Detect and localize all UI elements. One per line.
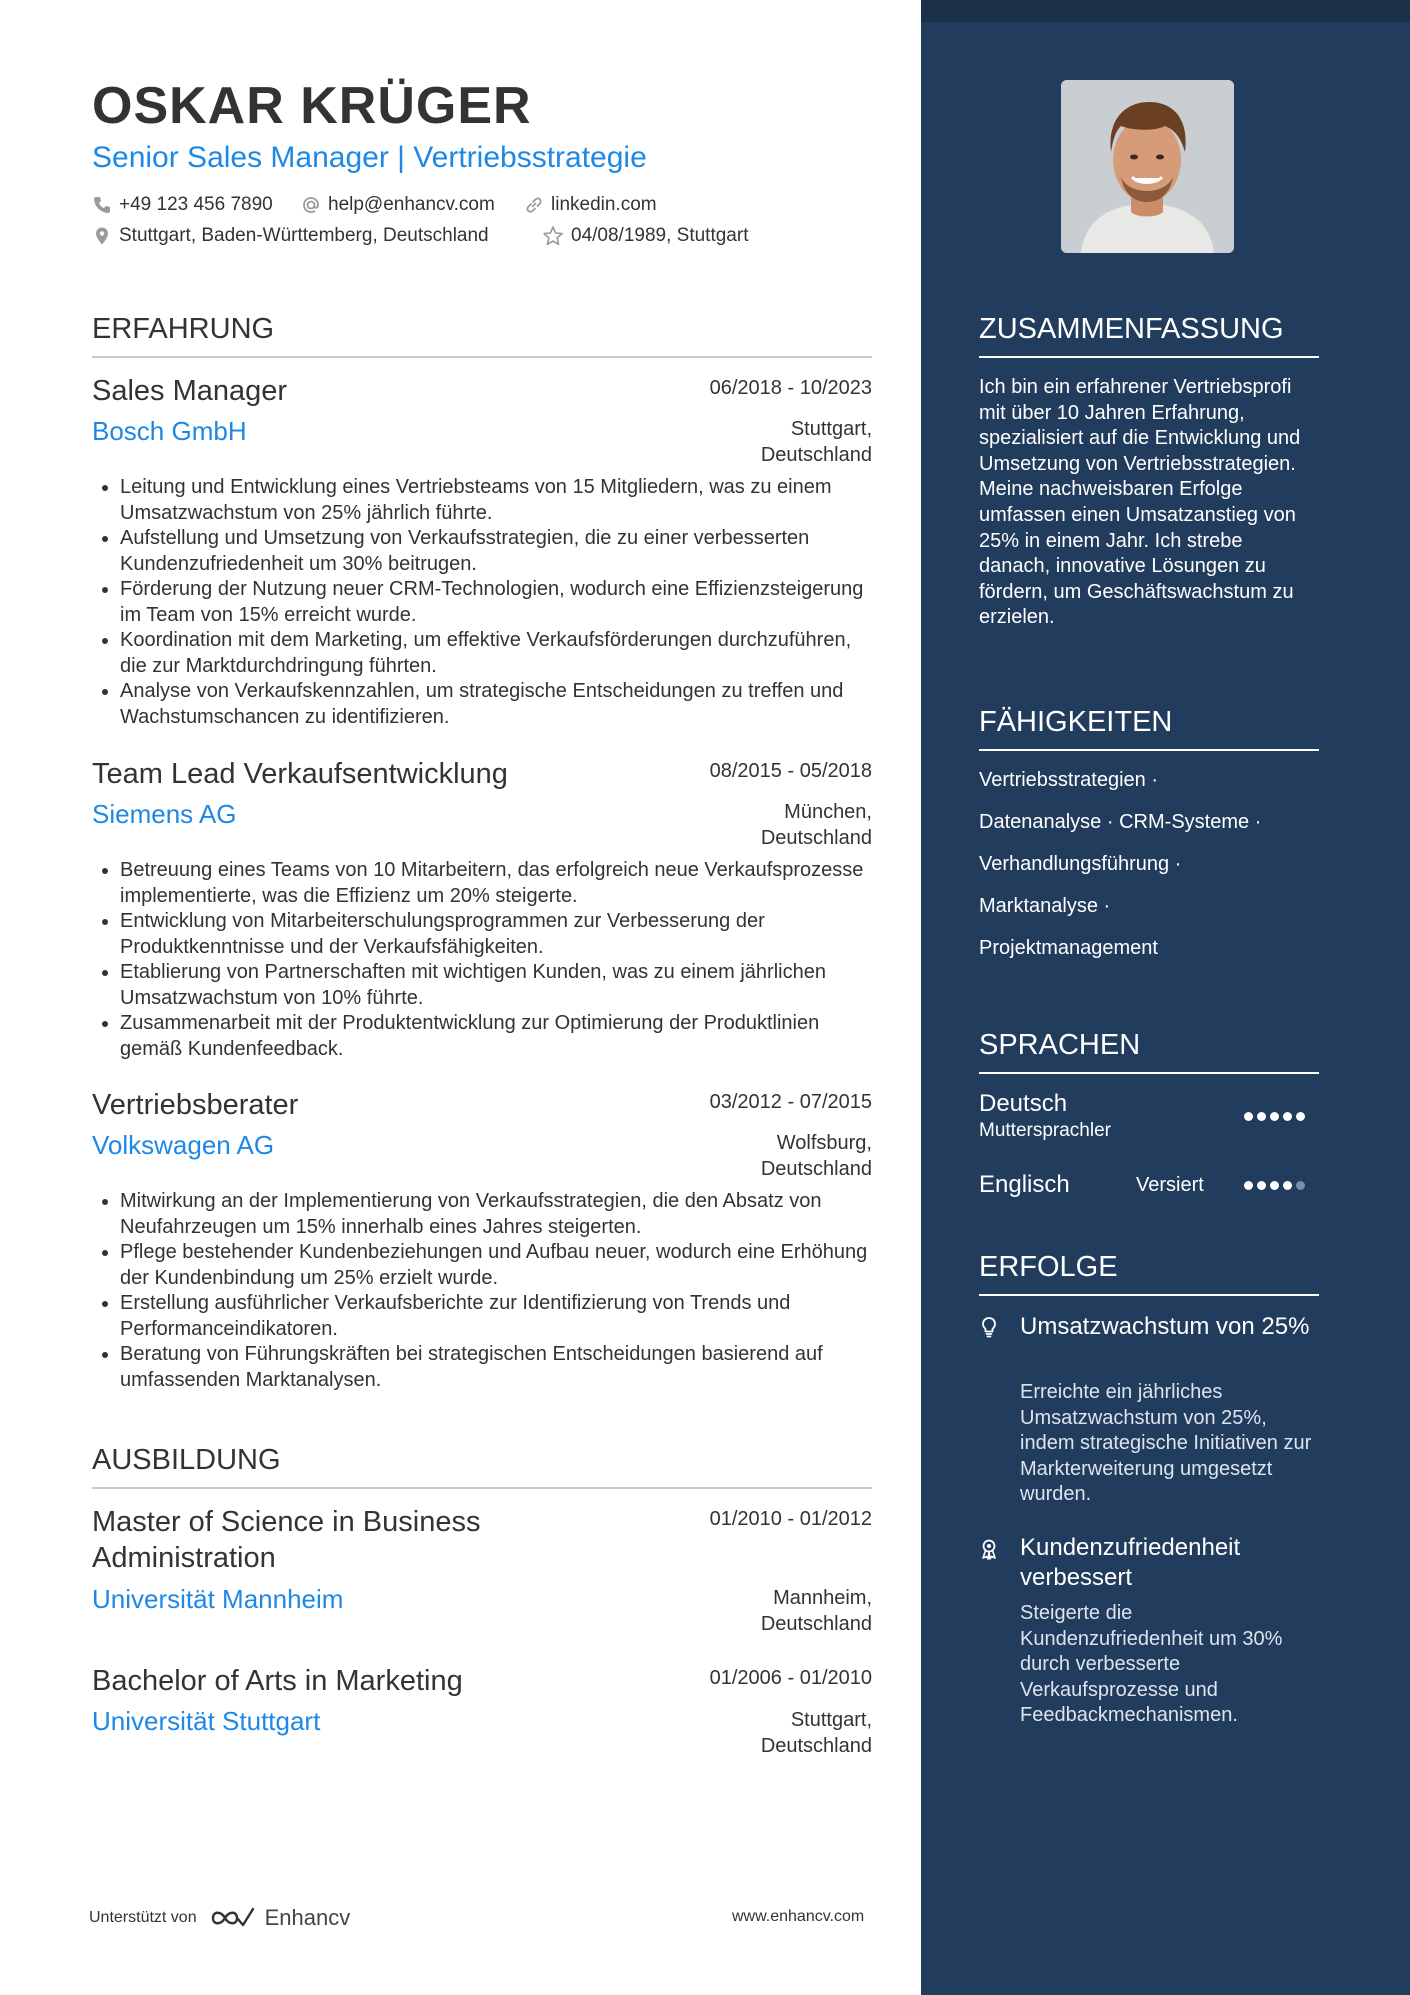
education-section-title: AUSBILDUNG <box>92 1441 872 1489</box>
email-text: help@enhancv.com <box>328 194 495 215</box>
candidate-name: OSKAR KRÜGER <box>92 77 532 135</box>
language-rating <box>1244 1112 1305 1121</box>
main-column <box>92 0 872 1995</box>
rating-dot-empty <box>1296 1181 1305 1190</box>
skill-separator: · <box>1106 811 1114 833</box>
skill-label: Datenanalyse <box>979 811 1102 833</box>
language-name: Deutsch <box>979 1090 1068 1117</box>
rating-dot-filled <box>1283 1181 1292 1190</box>
education-location <box>652 1707 872 1759</box>
degree-line1: Master of Science in Business <box>92 1506 481 1538</box>
location-pin-icon <box>92 226 112 246</box>
skill-separator: · <box>1254 811 1262 833</box>
rating-dot-filled <box>1257 1181 1266 1190</box>
rating-dot-filled <box>1296 1112 1305 1121</box>
language-name: Englisch <box>979 1171 1070 1198</box>
company-name[interactable]: Siemens AG <box>92 799 237 829</box>
bullet-item: • Aufstellung und Umsetzung von Verkaufsstrategien, die zu einer verbesserten Kundenzufriedenheit um 30% beitrugen. <box>120 526 872 577</box>
language-level: Versiert <box>1136 1174 1204 1196</box>
company-name[interactable]: Volkswagen AG <box>92 1130 275 1160</box>
at-icon <box>301 195 321 215</box>
education-dates: 01/2006 - 01/2010 <box>709 1667 872 1689</box>
education-dates: 01/2010 - 01/2012 <box>709 1508 872 1530</box>
contact-birth <box>542 222 748 250</box>
job-location-line1: Stuttgart, <box>790 418 872 440</box>
bullet-item: • Pflege bestehender Kundenbeziehungen und Aufbau neuer, wodurch eine Erhöhung der Kundenbindung um 25% erzielt wurde. <box>120 1240 872 1291</box>
education-location-line1: Stuttgart, <box>790 1709 872 1731</box>
company-name[interactable]: Bosch GmbH <box>92 416 247 446</box>
footer-website[interactable]: www.enhancv.com <box>732 1908 865 1925</box>
lightbulb-icon <box>979 1316 999 1338</box>
brand-name: Enhancv <box>264 1905 351 1930</box>
phone-icon <box>92 195 112 215</box>
job-location <box>652 799 872 851</box>
skill-item <box>979 766 1158 794</box>
enhancv-logo-icon <box>209 1905 257 1931</box>
rating-dot-filled <box>1257 1112 1266 1121</box>
headline: Senior Sales Manager | Vertriebsstrategie <box>92 141 647 174</box>
achievement-text: Erreichte ein jährliches Umsatzwachstum von 25%, indem strategische Initiativen zur Markterweiterung umgesetzt wurden. <box>1020 1381 1312 1506</box>
language-level: Muttersprachler <box>979 1120 1111 1141</box>
job-location <box>652 1130 872 1182</box>
sidebar <box>921 0 1410 1995</box>
degree-title <box>92 1504 612 1576</box>
contact-email[interactable] <box>301 191 495 219</box>
skill-label: CRM-Systeme <box>1119 811 1250 833</box>
education-location <box>652 1585 872 1637</box>
bullet-item: • Mitwirkung an der Implementierung von Verkaufsstrategien, die den Absatz von Neufahrzeugen um 15% innerhalb eines Jahres steigerten. <box>120 1189 872 1240</box>
profile-photo <box>1061 80 1234 253</box>
summary-text: Ich bin ein erfahrener Vertriebsprofi mit über 10 Jahren Erfahrung, spezialisiert auf die Entwicklung und Umsetzung von Vertriebsstrategien. Meine nachweisbaren Erfolge umfassen einen Umsatzanstieg von 25% in einem Jahr. Ich strebe danach, innovative Lösungen zu fördern, um Geschäftswachstum zu erzielen. <box>979 376 1301 629</box>
job-bullets <box>92 858 872 1062</box>
languages-section-title: SPRACHEN <box>979 1026 1319 1074</box>
skill-label: Vertriebsstrategien <box>979 769 1146 791</box>
avatar <box>1061 80 1234 253</box>
skill-label: Marktanalyse <box>979 895 1098 917</box>
bullet-item: • Koordination mit dem Marketing, um effektive Verkaufsförderungen durchzuführen, die zur Marktdurchdringung führten. <box>120 628 872 679</box>
degree-line2: Administration <box>92 1542 276 1574</box>
location-text: Stuttgart, Baden-Württemberg, Deutschland <box>119 225 489 246</box>
skill-separator: · <box>1103 895 1111 917</box>
star-icon <box>542 225 564 247</box>
rating-dot-filled <box>1244 1112 1253 1121</box>
rating-dot-filled <box>1270 1112 1279 1121</box>
school-name[interactable]: Universität Stuttgart <box>92 1706 321 1736</box>
bullet-item: • Etablierung von Partnerschaften mit wichtigen Kunden, was zu einem jährlichen Umsatzwachstum von 10% führte. <box>120 960 872 1011</box>
job-location-line2: Deutschland <box>760 444 872 466</box>
skill-item <box>979 934 1158 962</box>
job-location <box>652 416 872 468</box>
job-title: Sales Manager <box>92 375 288 407</box>
job-dates: 03/2012 - 07/2015 <box>709 1091 872 1113</box>
achievements-section-title: ERFOLGE <box>979 1248 1319 1296</box>
language-rating <box>1244 1181 1305 1190</box>
skill-item <box>979 808 1261 836</box>
birth-text: 04/08/1989, Stuttgart <box>571 225 749 246</box>
education-location-line1: Mannheim, <box>773 1587 872 1609</box>
bullet-item: • Beratung von Führungskräften bei strategischen Entscheidungen basierend auf umfassenden Marktanalysen. <box>120 1342 872 1393</box>
phone-text: +49 123 456 7890 <box>119 194 273 215</box>
bullet-item: • Betreuung eines Teams von 10 Mitarbeitern, das erfolgreich neue Verkaufsprozesse implementierte, was die Effizienz um 20% steigerte. <box>120 858 872 909</box>
skill-label: Verhandlungsführung <box>979 853 1170 875</box>
job-dates: 06/2018 - 10/2023 <box>709 377 872 399</box>
job-bullets <box>92 475 872 730</box>
skill-label: Projektmanagement <box>979 937 1158 959</box>
degree-title: Bachelor of Arts in Marketing <box>92 1665 463 1697</box>
rating-dot-filled <box>1283 1112 1292 1121</box>
job-bullets <box>92 1189 872 1393</box>
education-location-line2: Deutschland <box>760 1735 872 1757</box>
contact-phone[interactable] <box>92 191 273 219</box>
skill-item <box>979 892 1110 920</box>
summary-section-title: ZUSAMMENFASSUNG <box>979 310 1319 358</box>
job-location-line2: Deutschland <box>760 827 872 849</box>
rating-dot-filled <box>1244 1181 1253 1190</box>
achievement-title: Umsatzwachstum von 25% <box>1020 1313 1310 1340</box>
rating-dot-filled <box>1270 1181 1279 1190</box>
achievement-title: Kundenzufriedenheit verbessert <box>1020 1534 1241 1591</box>
skill-item <box>979 850 1181 878</box>
job-title: Team Lead Verkaufsentwicklung <box>92 758 508 790</box>
job-title: Vertriebsberater <box>92 1089 299 1121</box>
skill-separator: · <box>1174 853 1182 875</box>
sidebar-top-band <box>921 0 1410 22</box>
linkedin-text: linkedin.com <box>551 194 657 215</box>
bullet-item: • Förderung der Nutzung neuer CRM-Technologien, wodurch eine Effizienzsteigerung im Team von 15% erreicht wurde. <box>120 577 872 628</box>
bullet-item: • Zusammenarbeit mit der Produktentwicklung zur Optimierung der Produktlinien gemäß Kundenfeedback. <box>120 1011 872 1062</box>
job-location-line2: Deutschland <box>760 1158 872 1180</box>
footer-powered-by[interactable] <box>89 1905 350 1931</box>
job-dates: 08/2015 - 05/2018 <box>709 760 872 782</box>
award-icon <box>979 1538 999 1560</box>
contact-linkedin[interactable] <box>524 191 657 219</box>
job-location-line1: München, <box>784 801 872 823</box>
bullet-item: • Entwicklung von Mitarbeiterschulungsprogrammen zur Verbesserung der Produktkenntnisse und der Verkaufsfähigkeiten. <box>120 909 872 960</box>
school-name[interactable]: Universität Mannheim <box>92 1584 344 1614</box>
bullet-item: • Leitung und Entwicklung eines Vertriebsteams von 15 Mitgliedern, was zu einem Umsatzwachstum von 25% jährlich führte. <box>120 475 872 526</box>
bullet-item: • Analyse von Verkaufskennzahlen, um strategische Entscheidungen zu treffen und Wachstumschancen zu identifizieren. <box>120 679 872 730</box>
skills-section-title: FÄHIGKEITEN <box>979 703 1319 751</box>
bullet-item: • Erstellung ausführlicher Verkaufsberichte zur Identifizierung von Trends und Performanceindikatoren. <box>120 1291 872 1342</box>
powered-by-text: Unterstützt von <box>89 1909 197 1926</box>
contact-location <box>92 222 489 250</box>
achievement-text: Steigerte die Kundenzufriedenheit um 30% durch verbesserte Verkaufsprozesse und Feedbackmechanismen. <box>1020 1602 1283 1727</box>
education-location-line2: Deutschland <box>760 1613 872 1635</box>
skill-separator: · <box>1151 769 1158 791</box>
link-icon <box>524 195 544 215</box>
experience-section-title: ERFAHRUNG <box>92 310 872 358</box>
job-location-line1: Wolfsburg, <box>776 1132 872 1154</box>
